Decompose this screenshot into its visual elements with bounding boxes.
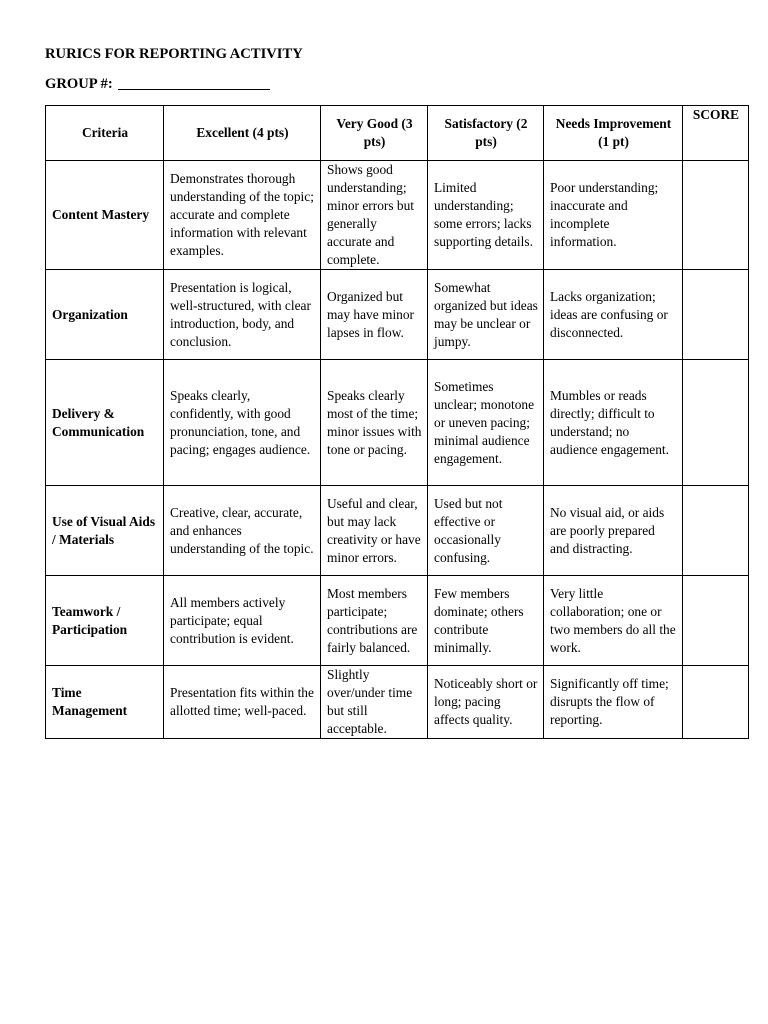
score-cell[interactable]	[683, 486, 749, 576]
group-label: GROUP #:	[45, 76, 113, 92]
needs-improvement-cell: Poor understanding; inaccurate and incomplete information.	[544, 161, 683, 270]
table-row	[46, 486, 749, 576]
criterion-cell: Organization	[46, 270, 164, 360]
very-good-cell: Most members participate; contributions are fairly balanced.	[321, 576, 428, 666]
excellent-cell: Speaks clearly, confidently, with good pronunciation, tone, and pacing; engages audience.	[164, 360, 321, 486]
needs-improvement-cell: Very little collaboration; one or two members do all the work.	[544, 576, 683, 666]
needs-improvement-cell: Lacks organization; ideas are confusing or disconnected.	[544, 270, 683, 360]
criterion-cell: Teamwork / Participation	[46, 576, 164, 666]
rubric-table	[45, 105, 749, 739]
very-good-cell: Speaks clearly most of the time; minor issues with tone or pacing.	[321, 360, 428, 486]
group-number-line	[45, 75, 270, 93]
score-cell[interactable]	[683, 666, 749, 739]
score-cell[interactable]	[683, 576, 749, 666]
header-very-good: Very Good (3 pts)	[321, 106, 428, 161]
header-satisfactory: Satisfactory (2 pts)	[428, 106, 544, 161]
table-row	[46, 360, 749, 486]
satisfactory-cell: Somewhat organized but ideas may be unclear or jumpy.	[428, 270, 544, 360]
header-excellent: Excellent (4 pts)	[164, 106, 321, 161]
excellent-cell: All members actively participate; equal contribution is evident.	[164, 576, 321, 666]
satisfactory-cell: Limited understanding; some errors; lacks supporting details.	[428, 161, 544, 270]
very-good-cell: Organized but may have minor lapses in flow.	[321, 270, 428, 360]
criterion-cell: Delivery & Communication	[46, 360, 164, 486]
excellent-cell: Presentation is logical, well-structured, with clear introduction, body, and conclusion.	[164, 270, 321, 360]
very-good-cell: Useful and clear, but may lack creativity or have minor errors.	[321, 486, 428, 576]
very-good-cell: Shows good understanding; minor errors but generally accurate and complete.	[321, 161, 428, 270]
satisfactory-cell: Noticeably short or long; pacing affects quality.	[428, 666, 544, 739]
satisfactory-cell: Few members dominate; others contribute minimally.	[428, 576, 544, 666]
satisfactory-cell: Used but not effective or occasionally confusing.	[428, 486, 544, 576]
needs-improvement-cell: Significantly off time; disrupts the flow of reporting.	[544, 666, 683, 739]
header-score: SCORE	[683, 106, 749, 161]
score-cell[interactable]	[683, 360, 749, 486]
table-row	[46, 666, 749, 739]
table-row	[46, 161, 749, 270]
score-cell[interactable]	[683, 161, 749, 270]
needs-improvement-cell: Mumbles or reads directly; difficult to understand; no audience engagement.	[544, 360, 683, 486]
score-cell[interactable]	[683, 270, 749, 360]
document-title: RURICS FOR REPORTING ACTIVITY	[45, 46, 303, 62]
table-row	[46, 576, 749, 666]
very-good-cell: Slightly over/under time but still acceptable.	[321, 666, 428, 739]
header-criteria: Criteria	[46, 106, 164, 161]
needs-improvement-cell: No visual aid, or aids are poorly prepared and distracting.	[544, 486, 683, 576]
excellent-cell: Presentation fits within the allotted time; well-paced.	[164, 666, 321, 739]
criterion-cell: Use of Visual Aids / Materials	[46, 486, 164, 576]
excellent-cell: Creative, clear, accurate, and enhances understanding of the topic.	[164, 486, 321, 576]
table-row	[46, 270, 749, 360]
satisfactory-cell: Sometimes unclear; monotone or uneven pacing; minimal audience engagement.	[428, 360, 544, 486]
criterion-cell: Content Mastery	[46, 161, 164, 270]
excellent-cell: Demonstrates thorough understanding of the topic; accurate and complete information with relevant examples.	[164, 161, 321, 270]
criterion-cell: Time Management	[46, 666, 164, 739]
header-needs-improvement: Needs Improvement (1 pt)	[544, 106, 683, 161]
table-header-row	[46, 106, 749, 161]
group-number-blank[interactable]	[118, 75, 270, 90]
